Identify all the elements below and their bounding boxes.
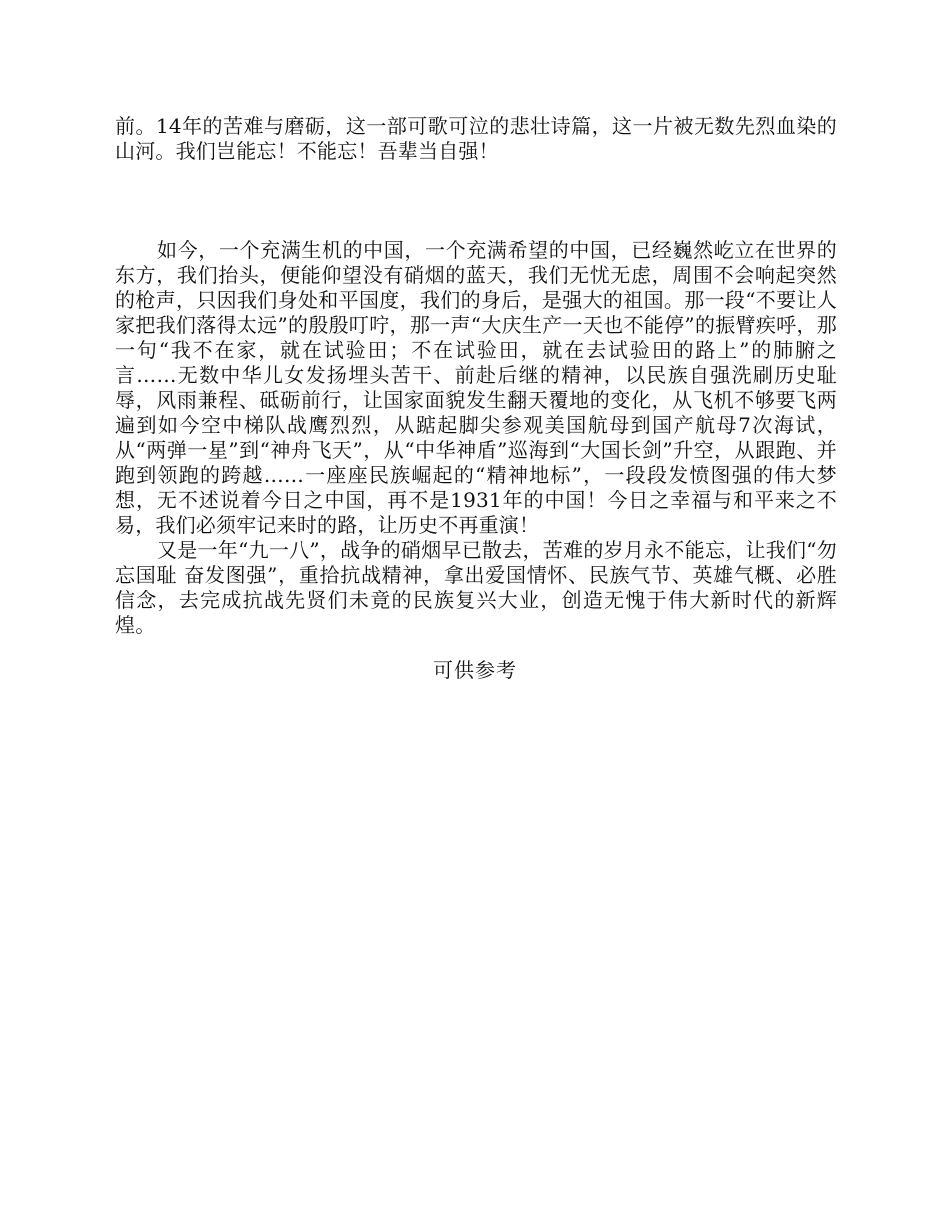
paragraph-continuation: 前。14年的苦难与磨砺，这一部可歌可泣的悲壮诗篇，这一片被无数先烈血染的山河。我们岂能忘！不能忘！吾辈当自强！ <box>115 114 837 163</box>
closing-note: 可供参考 <box>433 658 517 682</box>
paragraph-body: 如今，一个充满生机的中国，一个充满希望的中国，已经巍然屹立在世界的东方，我们抬头，便能仰望没有硝烟的蓝天，我们无忧无虑，周围不会响起突然的枪声，只因我们身处和平国度，我们的身后，是强大的祖国。那一段“不要让人家把我们落得太远”的殷殷叮咛，那一声“大庆生产一天也不能停”的振臂疾呼，那一句“我不在家，就在试验田；不在试验田，就在去试验田的路上”的肺腑之言……无数中华儿女发扬埋头苦干、前赴后继的精神，以民族自强洗刷历史耻辱，风雨兼程、砥砺前行，让国家面貌发生翻天覆地的变化，从飞机不够要飞两遍到如今空中梯队战鹰烈烈，从踮起脚尖参观美国航母到国产航母7次海试，从“两弹一星”到“神舟飞天”，从“中华神盾”巡海到“大国长剑”升空，从跟跑、并跑到领跑的跨越……一座座民族崛起的“精神地标”，一段段发愤图强的伟大梦想，无不述说着今日之中国，再不是1931年的中国！今日之幸福与和平来之不易，我们必须牢记来时的路，让历史不再重演！ <box>115 238 837 537</box>
paragraph-conclusion: 又是一年“九一八”，战争的硝烟早已散去，苦难的岁月永不能忘，让我们“勿忘国耻 奋发图强”，重拾抗战精神，拿出爱国情怀、民族气节、英雄气概、必胜信念，去完成抗战先贤们未竟的民族复兴大业，创造无愧于伟大新时代的新辉煌。 <box>115 538 837 637</box>
